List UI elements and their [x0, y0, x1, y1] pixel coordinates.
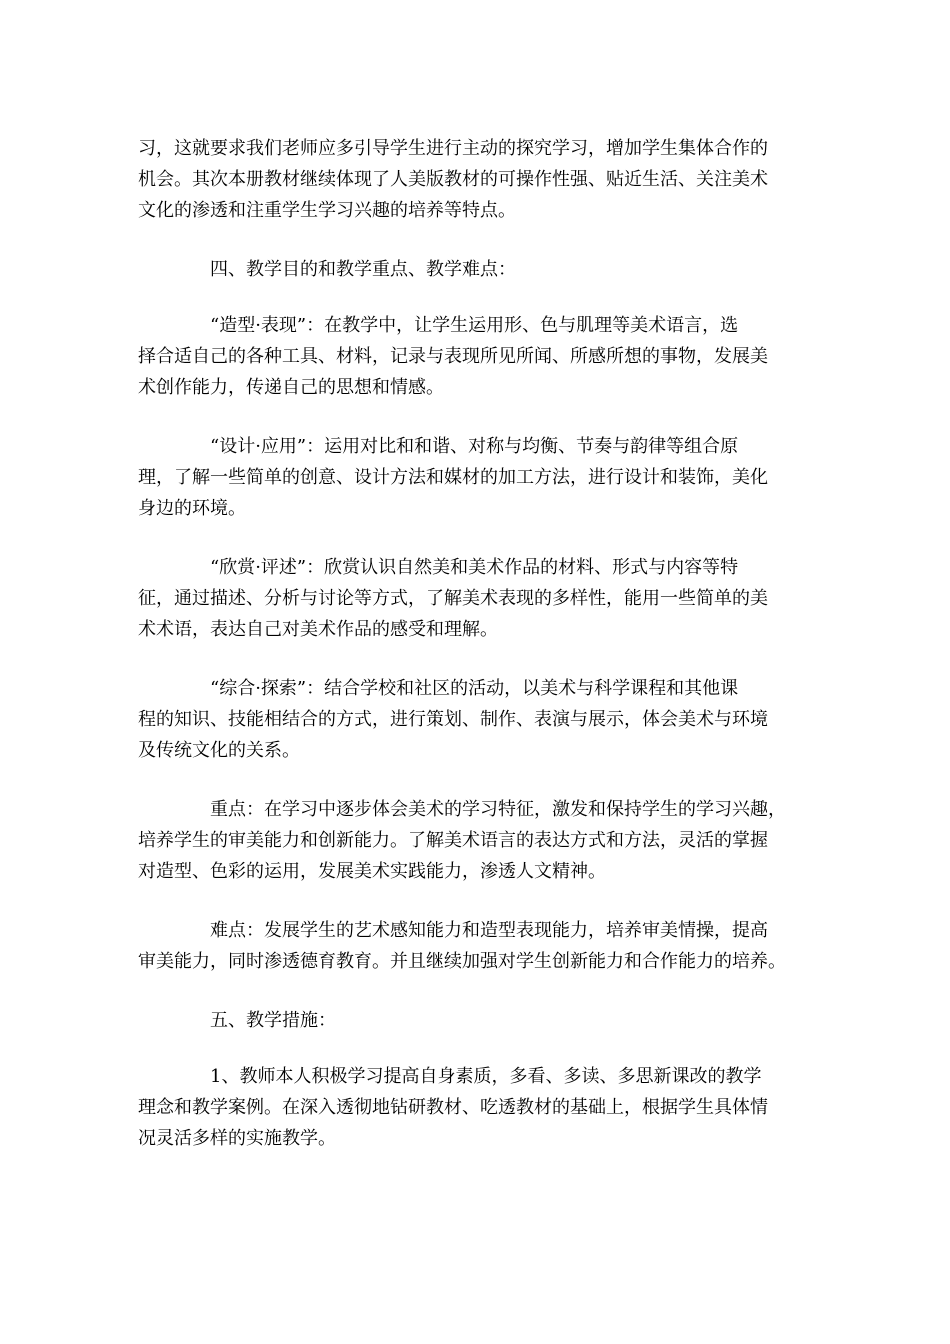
text-line: 习，这就要求我们老师应多引导学生进行主动的探究学习，增加学生集体合作的 [138, 138, 768, 159]
text-line: 况灵活多样的实施教学。 [138, 1128, 336, 1149]
section-heading-measures [138, 1005, 818, 1036]
text-line: 四、教学目的和教学重点、教学难点： [210, 259, 516, 280]
text-line: 术术语，表达自己对美术作品的感受和理解。 [138, 619, 498, 640]
text-line: 理，了解一些简单的创意、设计方法和媒材的加工方法，进行设计和装饰，美化 [138, 467, 768, 488]
text-line: “设计·应用”：运用对比和和谐、对称与均衡、节奏与韵律等组合原 [210, 436, 739, 457]
text-line: 五、教学措施： [210, 1010, 336, 1031]
text-line: 术创作能力，传递自己的思想和情感。 [138, 377, 444, 398]
text-line: 文化的渗透和注重学生学习兴趣的培养等特点。 [138, 200, 516, 221]
text-line: 审美能力，同时渗透德育教育。并且继续加强对学生创新能力和合作能力的培养。 [138, 951, 786, 972]
paragraph-modeling-expression [138, 310, 818, 403]
text-line: 程的知识、技能相结合的方式，进行策划、制作、表演与展示，体会美术与环境 [138, 709, 768, 730]
text-line: 对造型、色彩的运用，发展美术实践能力，渗透人文精神。 [138, 861, 606, 882]
text-line: 择合适自己的各种工具、材料，记录与表现所见所闻、所感所想的事物，发展美 [138, 346, 768, 367]
paragraph-intro-continued [138, 133, 818, 226]
text-line: 身边的环境。 [138, 498, 246, 519]
text-line: 1、教师本人积极学习提高自身素质，多看、多读、多思新课改的教学 [210, 1066, 762, 1087]
text-line: “综合·探索”：结合学校和社区的活动，以美术与科学课程和其他课 [210, 678, 739, 699]
text-line: “造型·表现”：在教学中，让学生运用形、色与肌理等美术语言，选 [210, 315, 739, 336]
paragraph-design-application [138, 431, 818, 524]
paragraph-appreciation-review [138, 552, 818, 645]
text-line: 征，通过描述、分析与讨论等方式，了解美术表现的多样性，能用一些简单的美 [138, 588, 768, 609]
text-line: 重点：在学习中逐步体会美术的学习特征，激发和保持学生的学习兴趣， [210, 799, 786, 820]
paragraph-key-points [138, 794, 818, 887]
text-line: “欣赏·评述”：欣赏认识自然美和美术作品的材料、形式与内容等特 [210, 557, 739, 578]
text-line: 机会。其次本册教材继续体现了人美版教材的可操作性强、贴近生活、关注美术 [138, 169, 768, 190]
paragraph-difficult-points [138, 915, 818, 977]
text-line: 理念和教学案例。在深入透彻地钻研教材、吃透教材的基础上，根据学生具体情 [138, 1097, 768, 1118]
text-line: 培养学生的审美能力和创新能力。了解美术语言的表达方式和方法，灵活的掌握 [138, 830, 768, 851]
paragraph-synthesis-exploration [138, 673, 818, 766]
section-heading-objectives [138, 254, 818, 285]
text-line: 及传统文化的关系。 [138, 740, 300, 761]
text-line: 难点：发展学生的艺术感知能力和造型表现能力，培养审美情操，提高 [210, 920, 768, 941]
paragraph-measure-1 [138, 1061, 818, 1154]
